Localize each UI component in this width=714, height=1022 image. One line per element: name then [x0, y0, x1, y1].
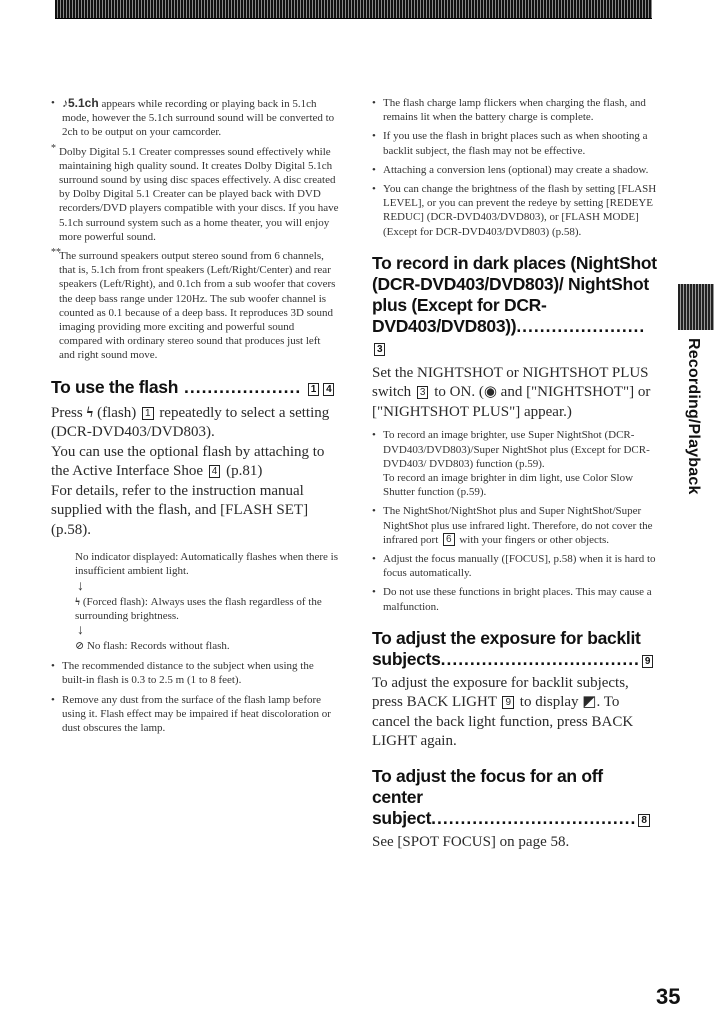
header-bar: [55, 0, 652, 19]
list-item: • Adjust the focus manually ([FOCUS], p.58) when it is hard to focus automatically.: [372, 552, 656, 580]
list-item: • ♪5.1ch appears while recording or playing back in 5.1ch mode, however the 5.1ch surround sound will be converted to 2ch to be output on your camcorder.: [51, 96, 335, 139]
flash-mode-forced: ϟ (Forced flash): Always uses the flash regardless of the surrounding brightness.: [75, 595, 322, 622]
list-item: • The recommended distance to the subject when using the built-in flash is 0.3 to 2.5 m (1 to 8 feet).: [51, 660, 314, 687]
list-item: • You can change the brightness of the flash by setting [FLASH LEVEL], or you can prevent the redeye by setting [REDEYE REDUC] (DCR-DVD403/DVD803), or [FLASH MODE] (Except for DCR-DVD403/DVD803) (p.58).: [372, 183, 657, 238]
list-item: • The NightShot/NightShot plus and Super NightShot/Super NightShot plus use infrared light. Therefore, do not cover the infrared port 6 with your fingers or other objects.: [372, 505, 653, 546]
note-item: * Dolby Digital 5.1 Creater compresses sound effectively while maintaining high quality sound. It creates Dolby Digital 5.1ch surround sound by using disc spaces effectively. A disc created by Dolby Digital 5.1 Creater can be played back with DVD recorders/DVD players compatible with your discs. If you have 5.1ch surround system such as a home theater, you will enjoy more powerful sound.: [51, 142, 339, 243]
backlight-icon: ◩: [582, 694, 597, 711]
section-heading-flash: To use the flash .................... 1 4: [51, 377, 339, 398]
paragraph: For details, refer to the instruction manual supplied with the flash, and [FLASH SET] (p.58).: [51, 482, 309, 538]
flash-icon: ϟ: [75, 595, 81, 608]
paragraph: To adjust the exposure for backlit subjects, press BACK LIGHT 9 to display ◩. To cancel the back light function, press BACK LIGHT again.: [372, 674, 634, 750]
list-item: • The flash charge lamp flickers when charging the flash, and remains lit when the battery charge is complete.: [372, 97, 646, 124]
section-heading-dark-places: To record in dark places (NightShot (DCR-DVD403/DVD803)/ NightShot plus (Except for DCR-DVD403/DVD803))......................3: [372, 252, 657, 355]
side-tab-label: Recording/Playback: [685, 338, 702, 495]
list-item: • Do not use these functions in bright places. This may cause a malfunction.: [372, 586, 652, 613]
list-item: • Attaching a conversion lens (optional) may create a shadow.: [372, 163, 649, 176]
paragraph: You can use the optional flash by attaching to the Active Interface Shoe 4 (p.81): [51, 443, 325, 480]
paragraph: Press ϟ (flash) 1 repeatedly to select a setting (DCR-DVD403/DVD803).: [51, 404, 330, 441]
section-heading-backlight: To adjust the exposure for backlit subjects.................................. 9: [372, 628, 657, 670]
nightshot-icon: ◉: [483, 384, 497, 401]
down-arrow-icon: ↓: [77, 622, 84, 638]
side-tab-marker: [678, 284, 714, 330]
down-arrow-icon: ↓: [77, 578, 84, 594]
note-item: ** The surround speakers output stereo sound from 6 channels, that is, 5.1ch from front speakers (Left/Right/Center) and rear speakers (Left/Right), and 0.1ch from a sub woofer that covers the deep bass range under 120Hz. The sub woofer channel is counted as 0.1 because of a deep bass. It reproduces 3D sound imaging providing more exciting and powerful sound compared with ordinary stereo sound that produces just left and right sound move.: [51, 247, 336, 362]
paragraph: Set the NIGHTSHOT or NIGHTSHOT PLUS switch 3 to ON. (◉ and ["NIGHTSHOT"] or ["NIGHTSHOT PLUS"] appear.): [372, 364, 651, 420]
flash-icon: ϟ: [86, 404, 94, 421]
list-item: • If you use the flash in bright places such as when shooting a backlit subject, the flash may not be effective.: [372, 130, 648, 157]
section-heading-spot-focus: To adjust the focus for an off center subject................................... 8: [372, 766, 657, 829]
no-flash-icon: ⊘: [75, 639, 85, 652]
list-item: • Remove any dust from the surface of the flash lamp before using it. Flash effect may be impaired if heat discoloration or dust obscures the lamp.: [51, 693, 331, 734]
paragraph: See [SPOT FOCUS] on page 58.: [372, 833, 570, 850]
flash-mode-off: ⊘ No flash: Records without flash.: [75, 639, 230, 652]
surround-5-1ch-indicator: ♪5.1ch: [62, 96, 99, 110]
page-number: 35: [656, 984, 681, 1009]
left-column: [51, 96, 339, 740]
right-column: [372, 96, 657, 852]
flash-mode-list: [51, 550, 339, 653]
flash-mode-auto: No indicator displayed: Automatically flashes when there is insufficient ambient light.: [75, 551, 339, 578]
list-item: • To record an image brighter, use Super NightShot (DCR-DVD403/DVD803)/Super NightShot plus (Except for DCR-DVD403/ DVD803) function (p.59). To record an image brighter in dim light, use Color Slow Shutter function (p.59).: [372, 429, 650, 499]
